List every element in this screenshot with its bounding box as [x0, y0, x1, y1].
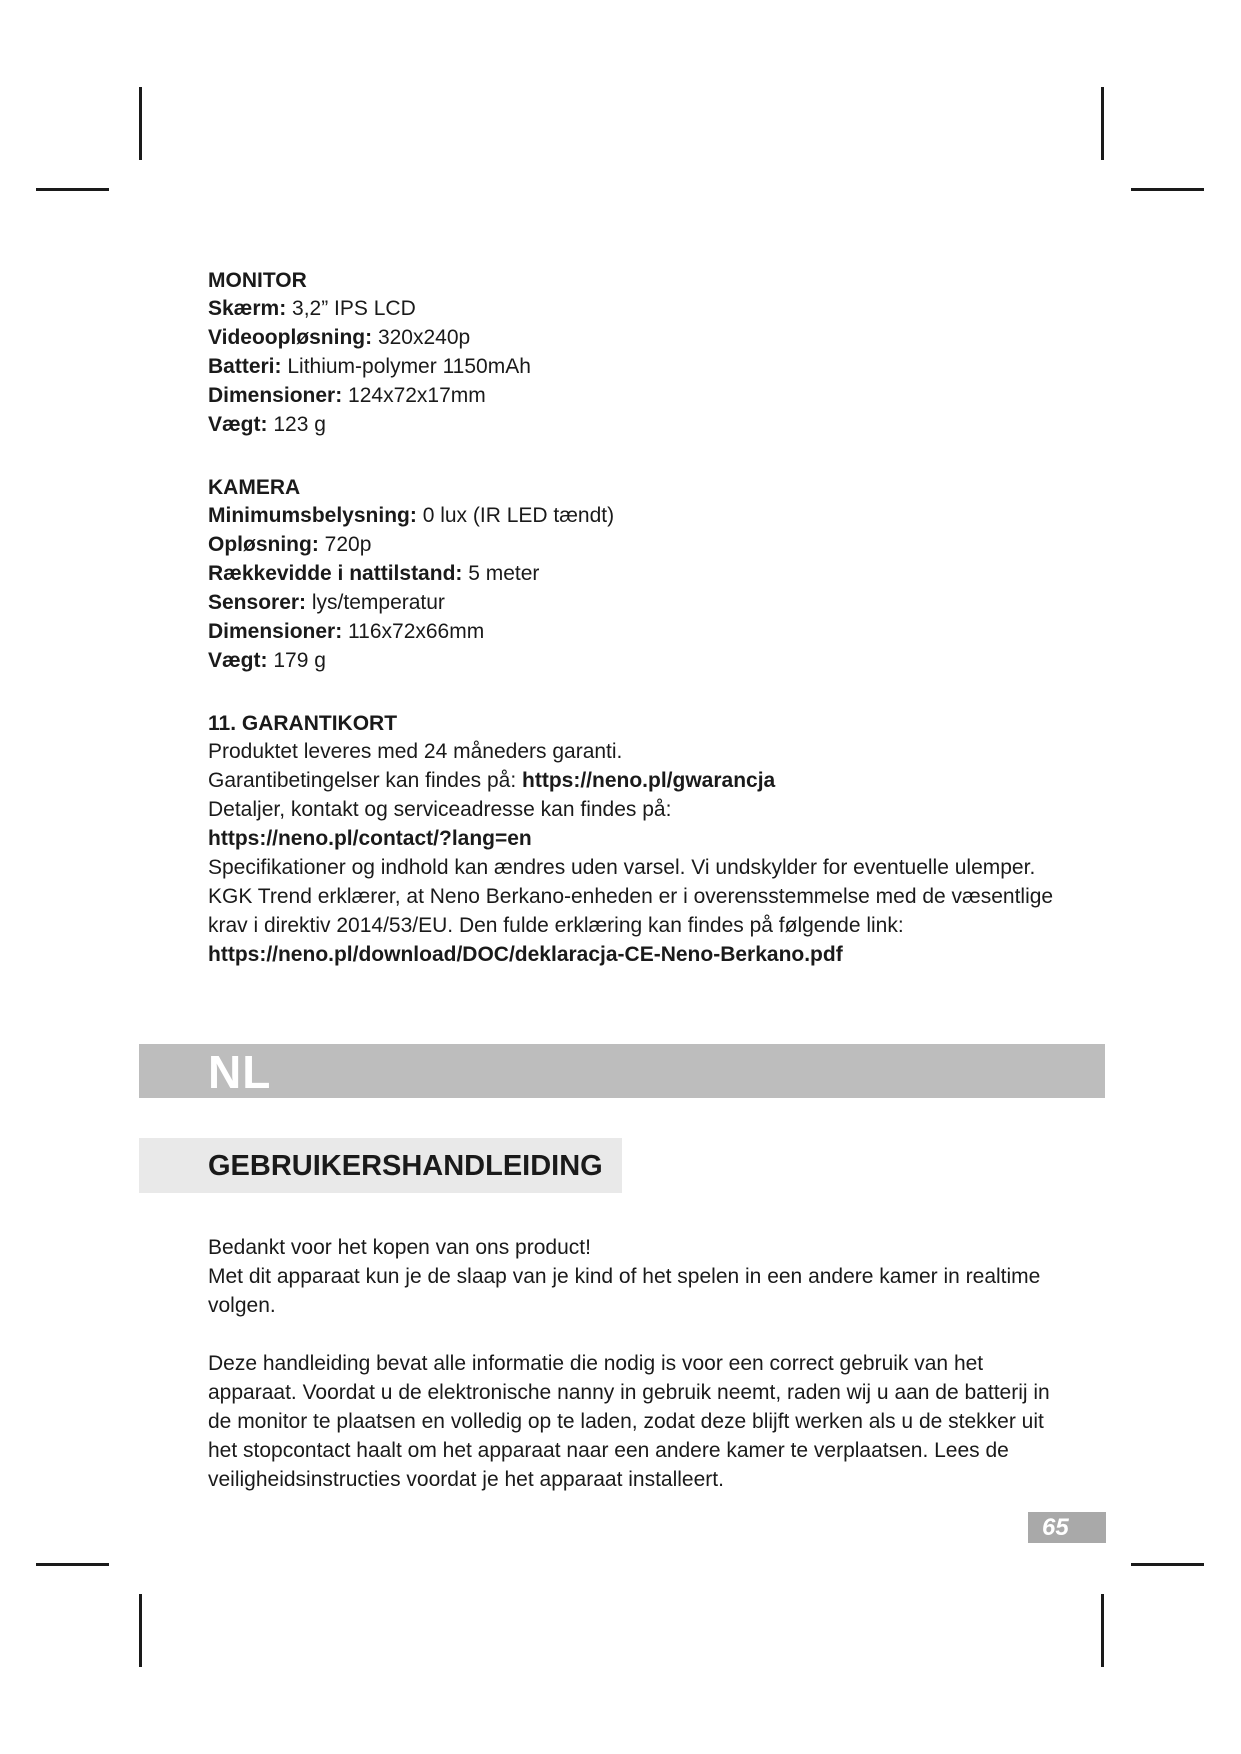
spec-row: Videoopløsning: 320x240p [208, 326, 471, 349]
crop-mark [1101, 1594, 1104, 1667]
camera-heading: KAMERA [208, 476, 301, 499]
contact-link[interactable]: https://neno.pl/contact/?lang=en [208, 827, 532, 850]
warranty-text: Specifikationer og indhold kan ændres uden varsel. Vi undskylder for eventuelle ulemper. [208, 856, 1036, 879]
crop-mark [139, 87, 142, 160]
spec-row: Vægt: 123 g [208, 413, 326, 436]
warranty-link[interactable]: https://neno.pl/gwarancja [522, 769, 776, 792]
warranty-text: Detaljer, kontakt og serviceadresse kan findes på: [208, 798, 672, 821]
crop-mark [1131, 1563, 1204, 1566]
guide-title-band [139, 1138, 622, 1193]
guide-title: GEBRUIKERSHANDLEIDING [208, 1150, 603, 1182]
crop-mark [1101, 87, 1104, 160]
warranty-text: Garantibetingelser kan findes på: https://neno.pl/gwarancja [208, 769, 776, 792]
spec-row: Skærm: 3,2” IPS LCD [208, 297, 416, 320]
crop-mark [139, 1594, 142, 1667]
crop-mark [36, 188, 109, 191]
language-band [139, 1044, 1105, 1098]
spec-row: Vægt: 179 g [208, 649, 326, 672]
spec-row: Opløsning: 720p [208, 533, 372, 556]
page-number: 65 [1042, 1514, 1069, 1541]
intro-paragraph: Deze handleiding bevat alle informatie die nodig is voor een correct gebruik van het apparaat. Voordat u de elektronische nanny in gebruik neemt, raden wij u aan de batterij in de monitor te plaatsen en volledig op te laden, zodat deze blijft werken als u de stekker uit het stopcontact haalt om het apparaat naar een andere kamer te verplaatsen. Lees de veiligheidsinstructies voordat je het apparaat installeert. [208, 1352, 1050, 1491]
spec-row: Minimumsbelysning: 0 lux (IR LED tændt) [208, 504, 615, 527]
page-number-badge [1028, 1512, 1106, 1543]
spec-row: Dimensioner: 124x72x17mm [208, 384, 486, 407]
warranty-heading: 11. GARANTIKORT [208, 712, 398, 735]
intro-line: Met dit apparaat kun je de slaap van je kind of het spelen in een andere kamer in realtime volgen. [208, 1265, 1041, 1317]
spec-row: Sensorer: lys/temperatur [208, 591, 445, 614]
intro-text [208, 1233, 1068, 1494]
spec-row: Dimensioner: 116x72x66mm [208, 620, 485, 643]
spec-row: Batteri: Lithium-polymer 1150mAh [208, 355, 531, 378]
crop-mark [36, 1563, 109, 1566]
declaration-text: KGK Trend erklærer, at Neno Berkano-enheden er i overensstemmelse med de væsentlige krav i direktiv 2014/53/EU. Den fulde erklæring kan findes på følgende link: https://neno.pl/download/DOC/deklaracja-CE-Neno-Berkano.pdf [208, 885, 1054, 966]
crop-mark [1131, 188, 1204, 191]
intro-line: Bedankt voor het kopen van ons product! [208, 1236, 591, 1259]
monitor-heading: MONITOR [208, 269, 307, 292]
spec-content [208, 268, 1068, 969]
spec-row: Rækkevidde i nattilstand: 5 meter [208, 562, 540, 585]
declaration-link[interactable]: https://neno.pl/download/DOC/deklaracja-CE-Neno-Berkano.pdf [208, 943, 843, 966]
warranty-text: Produktet leveres med 24 måneders garanti. [208, 740, 623, 763]
language-code: NL [208, 1046, 272, 1098]
